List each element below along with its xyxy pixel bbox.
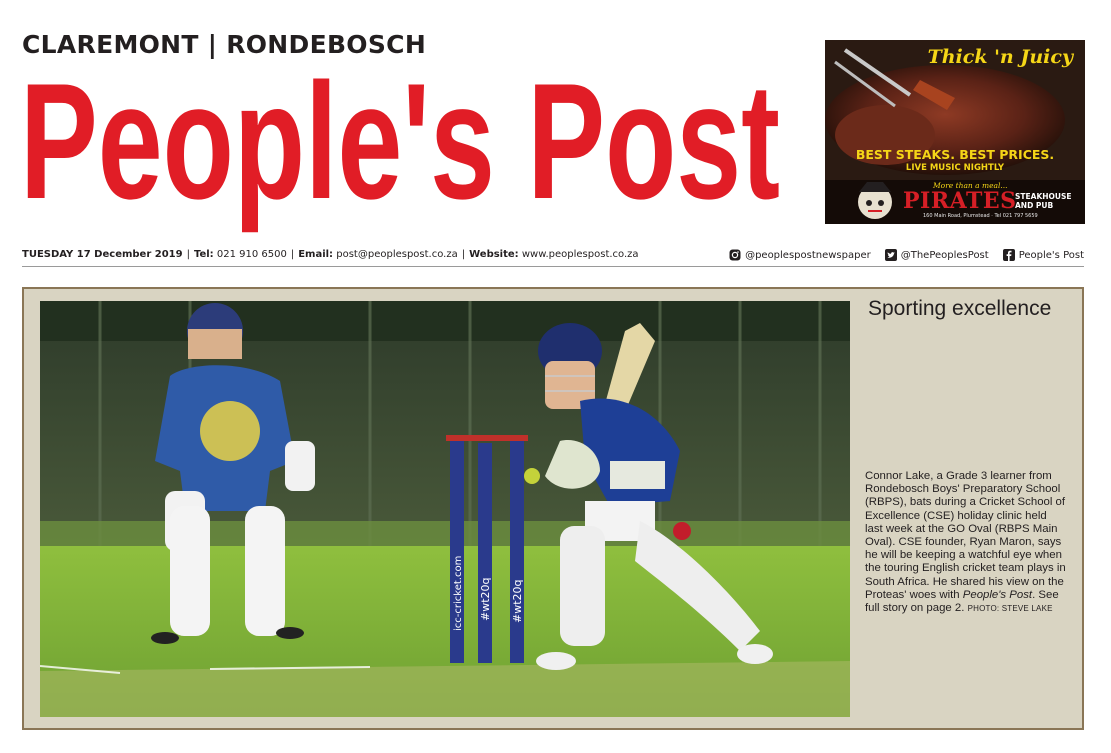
masthead-title-text: People's Post <box>20 58 780 233</box>
ad-subline: LIVE MUSIC NIGHTLY <box>905 163 1005 173</box>
feature-title: Sporting excellence <box>868 297 1052 320</box>
twitter-handle: @ThePeoplesPost <box>900 249 989 261</box>
stump-text-1: icc-cricket.com <box>453 555 464 631</box>
ad-address: 160 Main Road, Plumstead · Tel 021 797 5659 <box>923 213 1038 219</box>
edition-label: CLAREMONT | RONDEBOSCH <box>22 30 427 59</box>
facebook-link[interactable] <box>1003 249 1084 261</box>
ad-tagline: Thick 'n Juicy <box>927 46 1073 68</box>
twitter-link[interactable] <box>885 249 989 261</box>
instagram-handle: @peoplespostnewspaper <box>745 249 871 261</box>
header-divider <box>22 266 1084 267</box>
pirates-ad[interactable] <box>825 40 1085 224</box>
cricket-photo-art <box>40 301 850 717</box>
feature-caption <box>865 470 1066 615</box>
photo-credit: PHOTO: STEVE LAKE <box>967 604 1053 614</box>
issue-date: TUESDAY 17 December 2019 <box>22 249 183 260</box>
dateline: TUESDAY 17 December 2019 | Tel: 021 910 6500 | Email: post@peoplespost.co.za | Website: www.peoplespost.co.za <box>22 249 639 260</box>
caption-text: Connor Lake, a Grade 3 learner from Rondebosch Boys' Preparatory School (RBPS), bats during a Cricket School of Excellence (CSE) holiday clinic held last week at the GO Oval (RBPS Main Oval). CSE founder, Ryan Maron, says he will be keeping a watchful eye when the touring English cricket team plays in South Africa. He shared his view on the Proteas' woes with <box>865 470 1066 601</box>
ad-brand-sub: STEAKHOUSE AND PUB <box>1015 192 1072 210</box>
email-label: Email: <box>298 249 334 260</box>
social-links <box>729 249 1084 261</box>
masthead-title <box>20 58 780 233</box>
caption-text-end: . See full story on page 2. <box>865 588 1059 615</box>
stump-text-2: #wt20q <box>479 577 492 621</box>
tel-number[interactable]: 021 910 6500 <box>216 249 287 260</box>
stumps <box>446 435 528 663</box>
ad-brand: PIRATES <box>903 188 1017 214</box>
tel-label: Tel: <box>193 249 214 260</box>
facebook-name: People's Post <box>1018 249 1084 261</box>
email-link[interactable]: post@peoplespost.co.za <box>336 249 458 260</box>
instagram-link[interactable] <box>729 249 871 261</box>
ad-headline: BEST STEAKS. BEST PRICES. <box>855 147 1055 162</box>
feature-panel <box>22 287 1084 730</box>
twitter-icon <box>885 249 897 261</box>
stump-text-3: #wt20q <box>511 579 524 623</box>
instagram-icon <box>729 249 741 261</box>
facebook-icon <box>1003 249 1015 261</box>
website-label: Website: <box>469 249 519 260</box>
cricket-photo[interactable] <box>40 301 850 717</box>
ad-brand-tagline: More than a meal... <box>933 181 1008 190</box>
caption-publication: People's Post <box>962 588 1033 601</box>
website-link[interactable]: www.peoplespost.co.za <box>521 249 639 260</box>
